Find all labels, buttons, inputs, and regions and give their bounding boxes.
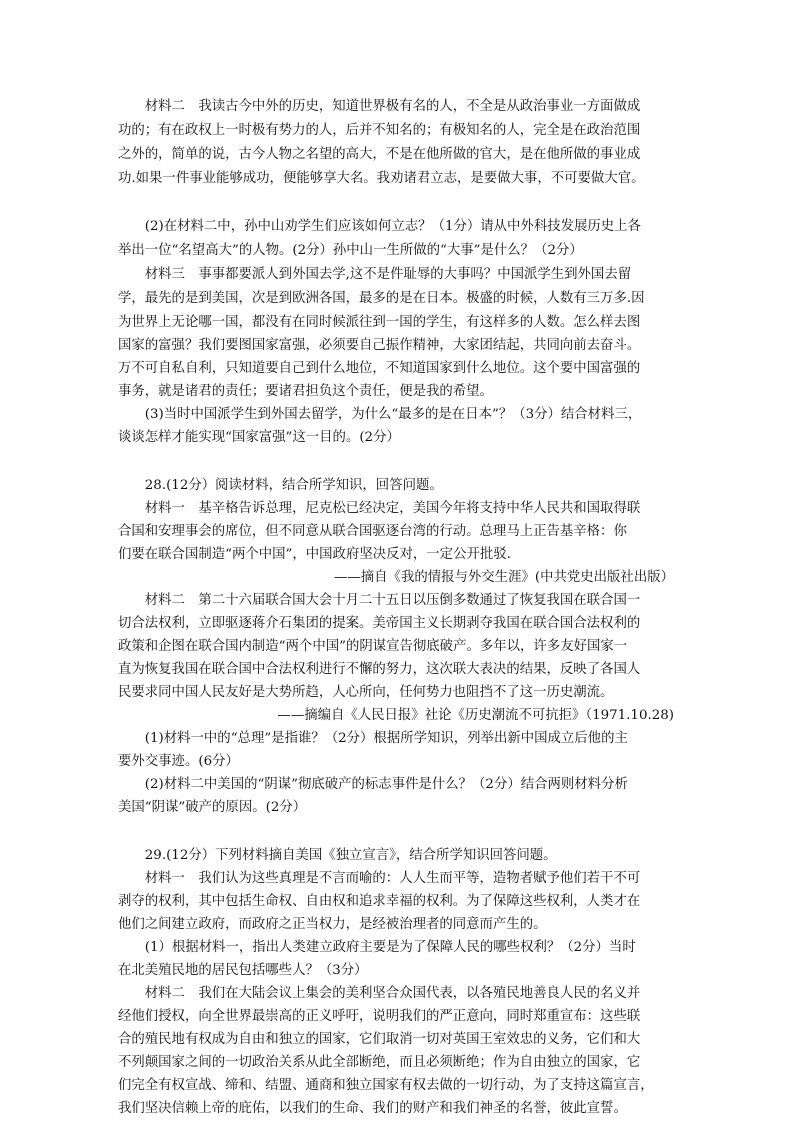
text-line: 万不可自私自利，只知道要自己到什么地位，不知道国家到什么地位。这个要中国富强的 bbox=[118, 361, 641, 376]
text-line: 材料二 我读古今中外的历史，知道世界极有名的人，不全是从政治事业一方面做成 bbox=[118, 99, 641, 114]
question-line: 在北美殖民地的居民包括哪些人？（3分） bbox=[118, 963, 368, 978]
text-line: 政策和企图在联合国内制造“两个中国”的阴谋宣告彻底破产。多年以，许多友好国家一 bbox=[118, 639, 628, 654]
text-line: 为世界上无论哪一国，都没有在同时候派往到一国的学生，有这样多的人数。怎么样去图 bbox=[118, 315, 641, 330]
source-citation: ——摘编自《人民日报》社论《历史潮流不可抗拒》（1971.10.28) bbox=[277, 708, 674, 723]
text-line: 国家的富强？我们要图国家富强，必须要自己振作精神，大家团结起，共同向前去奋斗。 bbox=[118, 338, 641, 353]
question-line: (3)当时中国派学生到外国去留学，为什么“最多的是在日本”？（3分）结合材料三， bbox=[118, 407, 642, 422]
source-citation: ——摘自《我的情报与外交生涯》(中共党史出版社出版） bbox=[334, 570, 674, 585]
question-line: (1）根据材料一，指出人类建立政府主要是为了保障人民的哪些权利？（2分）当时 bbox=[118, 940, 636, 955]
question-line: 谈谈怎样才能实现“国家富强”这一目的。(2分） bbox=[118, 430, 400, 445]
question-heading: 29.(12分）下列材料摘自美国《独立宣言》，结合所学知识回答问题。 bbox=[118, 848, 557, 863]
text-line: 材料三 事事都要派人到外国去学,这不是件耻辱的大事吗？中国派学生到外国去留 bbox=[118, 267, 632, 282]
question-line: 举出一位“名望高大”的人物。(2分）孙中山一生所做的“大事”是什么？（2分） bbox=[118, 243, 583, 258]
question-heading: 28.(12分）阅读材料，结合所学知识，回答问题。 bbox=[118, 478, 443, 493]
text-line: 功.如果一件事业能够成功，便能够享大名。我劝诸君立志，是要做大事，不可要做大官。 bbox=[118, 171, 645, 186]
text-line: 经他们授权，向全世界最崇高的正义呼吁，说明我们的严正意向，同时郑重宣布：这些联 bbox=[118, 1009, 641, 1024]
question-line: (2)材料二中美国的“阴谋”彻底破产的标志事件是什么？（2分）结合两则材料分析 bbox=[118, 777, 628, 792]
text-line: 直为恢复我国在联合国中合法权利进行不懈的努力，这次联大表决的结果，反映了各国人 bbox=[118, 662, 641, 677]
text-line: 合的殖民地有权成为自由和独立的国家，它们取消一切对英国王室效忠的义务，它们和大 bbox=[118, 1032, 641, 1047]
text-line: 之外的，简单的说，古今人物之名望的高大，不是在他所做的官大，是在他所做的事业成 bbox=[118, 147, 641, 162]
text-line: 他们之间建立政府，而政府之正当权力，是经被治理者的同意而产生的。 bbox=[118, 917, 547, 932]
text-line: 学，最先的是到美国，次是到欧洲各国，最多的是在日本。极盛的时候，人数有三万多.因 bbox=[118, 291, 645, 306]
text-line: 材料一 基辛格告诉总理，尼克松已经决定，美国今年将支持中华人民共和国取得联 bbox=[118, 501, 641, 516]
text-line: 们完全有权宣战、缔和、结盟、通商和独立国家有权去做的一切行动，为了支持这篇宣言， bbox=[118, 1078, 654, 1093]
question-line: (2)在材料二中，孙中山劝学生们应该如何立志？（1分）请从中外科技发展历史上各 bbox=[118, 219, 641, 234]
text-line: 民要求同中国人民友好是大势所趋，人心所向，任何势力也阻挡不了这一历史潮流。 bbox=[118, 685, 614, 700]
text-line: 剥夺的权利，其中包括生命权、自由权和追求幸福的权利。为了保障这些权利，人类才在 bbox=[118, 894, 641, 909]
text-line: 材料二 我们在大陆会议上集会的美利坚合众国代表，以各殖民地善良人民的名义并 bbox=[118, 986, 641, 1001]
text-line: 切合法权利，立即驱逐蒋介石集团的提案。美帝国主义长期剥夺我国在联合国合法权利的 bbox=[118, 616, 641, 631]
question-line: 要外交事迹。(6分） bbox=[118, 754, 239, 769]
text-line: 我们坚决信赖上帝的庇佑，以我们的生命、我们的财产和我们神圣的名誉，彼此宣誓。 bbox=[118, 1101, 627, 1116]
text-line: 合国和安理事会的席位，但不同意从联合国驱逐台湾的行动。总理马上正告基辛格：你 bbox=[118, 524, 627, 539]
question-line: (1)材料一中的“总理”是指谁？（2分）根据所学知识，列举出新中国成立后他的主 bbox=[118, 731, 628, 746]
question-line: 美国“阴谋”破产的原因。(2分） bbox=[118, 800, 307, 815]
text-line: 们要在联合国制造“两个中国”，中国政府坚决反对，一定公开批驳. bbox=[118, 547, 511, 562]
text-line: 功的；有在政权上一时极有势力的人，后并不知名的；有极知名的人，完全是在政治范围 bbox=[118, 123, 641, 138]
text-line: 材料一 我们认为这些真理是不言而喻的：人人生而平等，造物者赋予他们若干不可 bbox=[118, 871, 641, 886]
text-line: 事务，就是诸君的责任；要诸君担负这个责任，便是我的希望。 bbox=[118, 384, 493, 399]
text-line: 材料二 第二十六届联合国大会十月二十五日以压倒多数通过了恢复我国在联合国一 bbox=[118, 593, 641, 608]
text-line: 不列颠国家之间的一切政治关系从此全部断绝，而且必须断绝；作为自由独立的国家，它 bbox=[118, 1055, 641, 1070]
